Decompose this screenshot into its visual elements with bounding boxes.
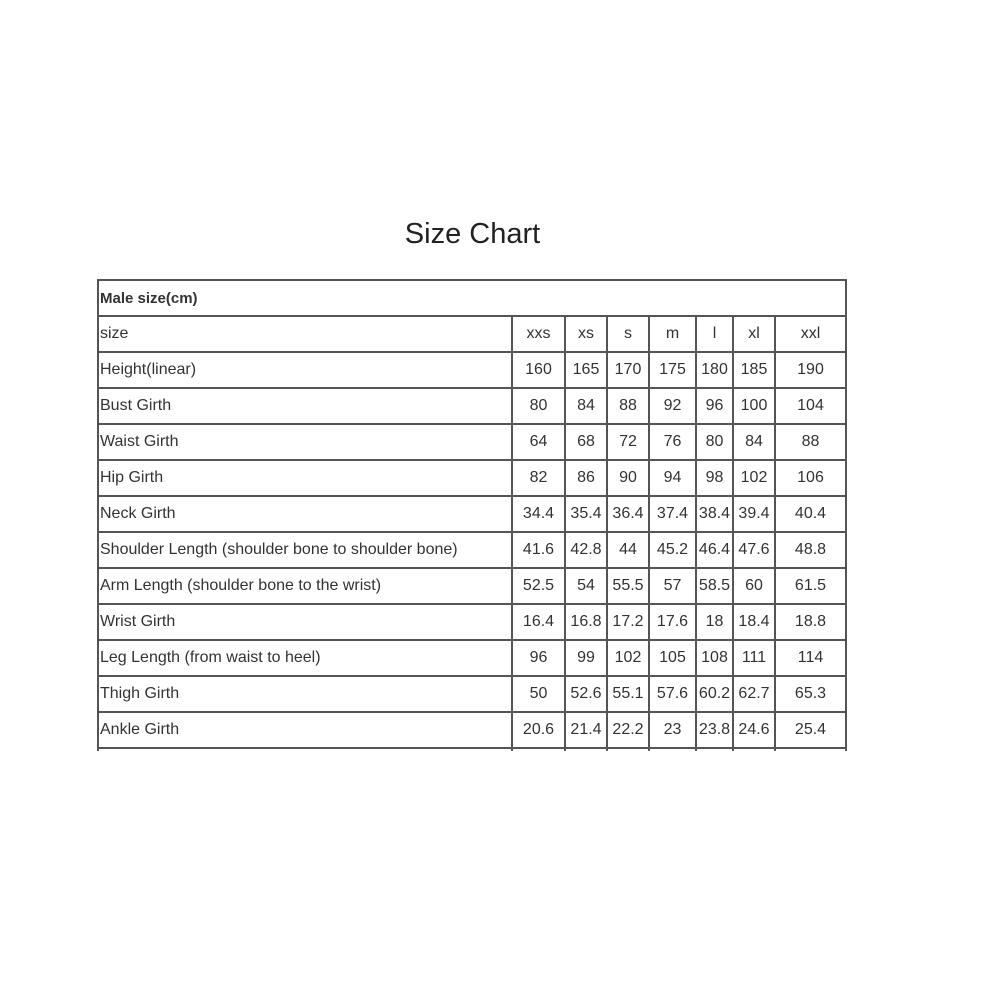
table-row	[98, 352, 846, 388]
table-cell: 52.5	[512, 568, 565, 604]
table-cell: 84	[565, 388, 607, 424]
row-label: Wrist Girth	[98, 604, 512, 640]
row-label: Shoulder Length (shoulder bone to shoulder bone)	[98, 532, 512, 568]
size-chart-table	[97, 279, 847, 751]
column-header: xs	[565, 316, 607, 352]
table-cell: 35.4	[565, 496, 607, 532]
table-cell: 38.4	[696, 496, 733, 532]
table-cell: 99	[565, 640, 607, 676]
table-cell: 22.2	[607, 712, 649, 748]
table-cell	[696, 748, 733, 751]
table-cell: 42.8	[565, 532, 607, 568]
table-cell: 84	[733, 424, 775, 460]
table-cell: 185	[733, 352, 775, 388]
table-cell: 39.4	[733, 496, 775, 532]
table-cell: 111	[733, 640, 775, 676]
row-label: Arm Length (shoulder bone to the wrist)	[98, 568, 512, 604]
table-cell: 92	[649, 388, 696, 424]
row-label: Ankle Girth	[98, 712, 512, 748]
table-cell: 190	[775, 352, 846, 388]
row-label: Neck Girth	[98, 496, 512, 532]
row-label: Leg Length (from waist to heel)	[98, 640, 512, 676]
column-header: m	[649, 316, 696, 352]
table-row-cutoff	[98, 748, 846, 751]
column-header: xxs	[512, 316, 565, 352]
table-cell	[649, 748, 696, 751]
table-cell	[733, 748, 775, 751]
table-cell: 20.6	[512, 712, 565, 748]
row-label: Waist Girth	[98, 424, 512, 460]
table-cell: 104	[775, 388, 846, 424]
table-cell: 17.2	[607, 604, 649, 640]
table-row	[98, 460, 846, 496]
table-cell: 88	[775, 424, 846, 460]
column-header-row	[98, 316, 846, 352]
table-cell: 72	[607, 424, 649, 460]
table-cell: 48.8	[775, 532, 846, 568]
table-cell: 105	[649, 640, 696, 676]
column-header: xxl	[775, 316, 846, 352]
table-cell: 57	[649, 568, 696, 604]
table-cell: 16.4	[512, 604, 565, 640]
table-cell: 52.6	[565, 676, 607, 712]
table-row	[98, 712, 846, 748]
table-cell: 47.6	[733, 532, 775, 568]
table-cell	[565, 748, 607, 751]
table-cell: 18	[696, 604, 733, 640]
table-cell: 98	[696, 460, 733, 496]
table-cell: 165	[565, 352, 607, 388]
table-cell: 21.4	[565, 712, 607, 748]
table-row	[98, 532, 846, 568]
column-header: s	[607, 316, 649, 352]
table-cell: 86	[565, 460, 607, 496]
column-header: l	[696, 316, 733, 352]
table-cell: 175	[649, 352, 696, 388]
table-cell: 55.5	[607, 568, 649, 604]
table-cell: 88	[607, 388, 649, 424]
row-label: Thigh Girth	[98, 676, 512, 712]
table-caption: Male size(cm)	[98, 280, 846, 316]
page-title: Size Chart	[404, 218, 541, 250]
table-caption-row	[98, 280, 846, 316]
table-cell: 60	[733, 568, 775, 604]
table-cell: 80	[696, 424, 733, 460]
table-cell: 102	[733, 460, 775, 496]
table-cell: 60.2	[696, 676, 733, 712]
table-cell	[98, 748, 512, 751]
table-cell: 18.8	[775, 604, 846, 640]
table-cell: 96	[512, 640, 565, 676]
table-cell: 37.4	[649, 496, 696, 532]
table-cell: 18.4	[733, 604, 775, 640]
table-cell: 160	[512, 352, 565, 388]
table-row	[98, 496, 846, 532]
table-row	[98, 604, 846, 640]
table-cell: 170	[607, 352, 649, 388]
row-label: Height(linear)	[98, 352, 512, 388]
table-cell: 76	[649, 424, 696, 460]
table-cell: 100	[733, 388, 775, 424]
table-cell: 65.3	[775, 676, 846, 712]
table-cell: 94	[649, 460, 696, 496]
table-row	[98, 568, 846, 604]
table-cell: 25.4	[775, 712, 846, 748]
table-cell: 24.6	[733, 712, 775, 748]
table-cell	[512, 748, 565, 751]
table-cell: 80	[512, 388, 565, 424]
table-row	[98, 640, 846, 676]
table-cell: 40.4	[775, 496, 846, 532]
table-cell	[607, 748, 649, 751]
table-cell: 106	[775, 460, 846, 496]
table-cell: 57.6	[649, 676, 696, 712]
table-cell: 58.5	[696, 568, 733, 604]
table-cell: 61.5	[775, 568, 846, 604]
table-cell: 23	[649, 712, 696, 748]
table-cell	[775, 748, 846, 751]
table-cell: 16.8	[565, 604, 607, 640]
table-cell: 180	[696, 352, 733, 388]
row-label: Hip Girth	[98, 460, 512, 496]
table-cell: 50	[512, 676, 565, 712]
table-cell: 46.4	[696, 532, 733, 568]
table-cell: 23.8	[696, 712, 733, 748]
table-cell: 54	[565, 568, 607, 604]
table-row	[98, 388, 846, 424]
table-row	[98, 424, 846, 460]
table-cell: 45.2	[649, 532, 696, 568]
table-cell: 96	[696, 388, 733, 424]
table-cell: 114	[775, 640, 846, 676]
table-cell: 34.4	[512, 496, 565, 532]
table-cell: 55.1	[607, 676, 649, 712]
table-cell: 68	[565, 424, 607, 460]
table-cell: 36.4	[607, 496, 649, 532]
table-cell: 108	[696, 640, 733, 676]
column-header: size	[98, 316, 512, 352]
table-row	[98, 676, 846, 712]
table-cell: 64	[512, 424, 565, 460]
table-cell: 41.6	[512, 532, 565, 568]
table-cell: 62.7	[733, 676, 775, 712]
row-label: Bust Girth	[98, 388, 512, 424]
table-cell: 102	[607, 640, 649, 676]
table-cell: 17.6	[649, 604, 696, 640]
table-cell: 90	[607, 460, 649, 496]
table-cell: 44	[607, 532, 649, 568]
table-cell: 82	[512, 460, 565, 496]
column-header: xl	[733, 316, 775, 352]
